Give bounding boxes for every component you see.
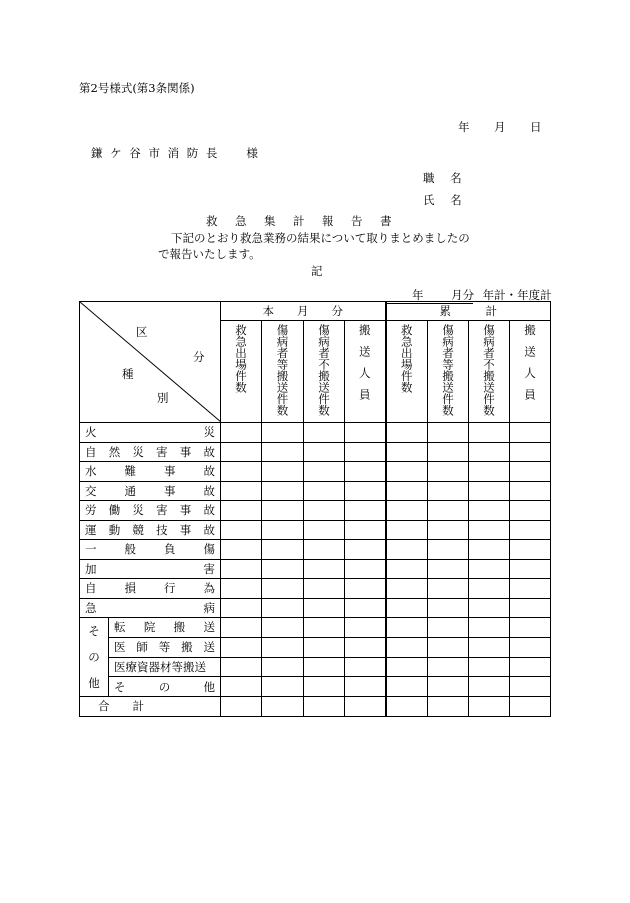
ambulance-report-table xyxy=(79,301,551,717)
value-cell[interactable] xyxy=(428,598,469,618)
ki-label: 記 xyxy=(311,264,323,278)
value-cell[interactable] xyxy=(386,423,428,443)
value-cell[interactable] xyxy=(262,442,304,462)
value-cell[interactable] xyxy=(510,657,551,677)
value-cell[interactable] xyxy=(221,442,262,462)
table-row xyxy=(80,540,551,560)
total-row xyxy=(80,697,551,717)
col-not-transported: 傷病者不搬送件数 xyxy=(304,321,345,423)
header-this-month: 本 月 分 xyxy=(221,302,386,321)
value-cell[interactable] xyxy=(221,637,262,657)
table-row xyxy=(80,423,551,443)
value-cell[interactable] xyxy=(262,637,304,657)
row-label: 一 般 負 傷 xyxy=(80,540,221,560)
row-label: 自 損 行 為 xyxy=(80,579,221,599)
period-suffix: 年計・年度計 xyxy=(482,288,552,302)
table-row xyxy=(80,559,551,579)
value-cell[interactable] xyxy=(345,598,386,618)
table-row xyxy=(80,677,551,697)
col-transported-cum: 傷病者等搬送件数 xyxy=(428,321,469,423)
value-cell[interactable] xyxy=(469,598,510,618)
value-cell[interactable] xyxy=(386,618,428,638)
sender-post: 職 名 xyxy=(423,171,468,185)
value-cell[interactable] xyxy=(345,637,386,657)
value-cell[interactable] xyxy=(386,559,428,579)
value-cell[interactable] xyxy=(304,618,345,638)
value-cell[interactable] xyxy=(304,481,345,501)
total-label: 合 計 xyxy=(80,697,221,717)
value-cell[interactable] xyxy=(304,423,345,443)
value-cell[interactable] xyxy=(345,677,386,697)
value-cell[interactable] xyxy=(469,501,510,521)
table-row xyxy=(80,442,551,462)
value-cell[interactable] xyxy=(345,462,386,482)
value-cell[interactable] xyxy=(345,618,386,638)
value-cell[interactable] xyxy=(428,501,469,521)
value-cell[interactable] xyxy=(221,462,262,482)
value-cell[interactable] xyxy=(469,481,510,501)
value-cell[interactable] xyxy=(428,442,469,462)
value-cell[interactable] xyxy=(428,579,469,599)
value-cell[interactable] xyxy=(469,697,510,717)
table-row xyxy=(80,579,551,599)
value-cell[interactable] xyxy=(386,481,428,501)
value-cell[interactable] xyxy=(428,520,469,540)
value-cell[interactable] xyxy=(262,559,304,579)
value-cell[interactable] xyxy=(510,462,551,482)
value-cell[interactable] xyxy=(428,677,469,697)
value-cell[interactable] xyxy=(262,579,304,599)
table-row xyxy=(80,520,551,540)
value-cell[interactable] xyxy=(428,423,469,443)
value-cell[interactable] xyxy=(345,697,386,717)
value-cell[interactable] xyxy=(262,501,304,521)
row-label: 加 害 xyxy=(80,559,221,579)
col-not-transported-cum: 傷病者不搬送件数 xyxy=(469,321,510,423)
value-cell[interactable] xyxy=(428,462,469,482)
value-cell[interactable] xyxy=(345,442,386,462)
value-cell[interactable] xyxy=(510,637,551,657)
row-label: 医 師 等 搬 送 xyxy=(109,637,221,657)
row-label: そ の 他 xyxy=(109,677,221,697)
value-cell[interactable] xyxy=(221,540,262,560)
value-cell[interactable] xyxy=(386,657,428,677)
value-cell[interactable] xyxy=(221,423,262,443)
value-cell[interactable] xyxy=(221,579,262,599)
value-cell[interactable] xyxy=(469,637,510,657)
value-cell[interactable] xyxy=(386,442,428,462)
value-cell[interactable] xyxy=(345,540,386,560)
value-cell[interactable] xyxy=(221,677,262,697)
header-betsu: 別 xyxy=(157,391,169,405)
value-cell[interactable] xyxy=(386,540,428,560)
value-cell[interactable] xyxy=(345,559,386,579)
value-cell[interactable] xyxy=(221,657,262,677)
value-cell[interactable] xyxy=(221,559,262,579)
value-cell[interactable] xyxy=(221,501,262,521)
value-cell[interactable] xyxy=(221,697,262,717)
value-cell[interactable] xyxy=(221,618,262,638)
value-cell[interactable] xyxy=(386,697,428,717)
document-title: 救 急 集 計 報 告 書 xyxy=(206,214,395,228)
row-label: 医療資器材等搬送 xyxy=(109,657,221,677)
value-cell[interactable] xyxy=(469,462,510,482)
value-cell[interactable] xyxy=(262,481,304,501)
value-cell[interactable] xyxy=(304,462,345,482)
header-kubun: 区 xyxy=(136,325,148,339)
table-row xyxy=(80,481,551,501)
value-cell[interactable] xyxy=(304,697,345,717)
date-month: 月 xyxy=(494,120,506,134)
value-cell[interactable] xyxy=(428,481,469,501)
value-cell[interactable] xyxy=(510,442,551,462)
value-cell[interactable] xyxy=(345,481,386,501)
value-cell[interactable] xyxy=(510,697,551,717)
value-cell[interactable] xyxy=(304,677,345,697)
value-cell[interactable] xyxy=(469,442,510,462)
value-cell[interactable] xyxy=(469,618,510,638)
value-cell[interactable] xyxy=(304,579,345,599)
value-cell[interactable] xyxy=(469,423,510,443)
table-row xyxy=(80,657,551,677)
value-cell[interactable] xyxy=(304,520,345,540)
value-cell[interactable] xyxy=(510,501,551,521)
value-cell[interactable] xyxy=(469,559,510,579)
value-cell[interactable] xyxy=(386,520,428,540)
period-month: 月分 xyxy=(451,288,475,302)
value-cell[interactable] xyxy=(428,618,469,638)
value-cell[interactable] xyxy=(262,540,304,560)
value-cell[interactable] xyxy=(386,598,428,618)
row-label: 労 働 災 害 事 故 xyxy=(80,501,221,521)
row-label: 水 難 事 故 xyxy=(80,462,221,482)
value-cell[interactable] xyxy=(262,657,304,677)
body-text-line2: で報告いたします。 xyxy=(158,247,261,261)
value-cell[interactable] xyxy=(386,579,428,599)
row-label: 交 通 事 故 xyxy=(80,481,221,501)
form-number: 第2号様式(第3条関係) xyxy=(79,81,195,95)
row-label: 火 災 xyxy=(80,423,221,443)
value-cell[interactable] xyxy=(262,462,304,482)
value-cell[interactable] xyxy=(428,540,469,560)
value-cell[interactable] xyxy=(510,520,551,540)
value-cell[interactable] xyxy=(345,520,386,540)
value-cell[interactable] xyxy=(510,579,551,599)
value-cell[interactable] xyxy=(304,559,345,579)
body-text-line1: 下記のとおり救急業務の結果について取りまとめましたの xyxy=(171,231,470,245)
value-cell[interactable] xyxy=(304,501,345,521)
table-row xyxy=(80,501,551,521)
value-cell[interactable] xyxy=(510,559,551,579)
row-label: 急 病 xyxy=(80,598,221,618)
sender-name: 氏 名 xyxy=(423,193,468,207)
value-cell[interactable] xyxy=(469,657,510,677)
table-row xyxy=(80,618,551,638)
table-row xyxy=(80,637,551,657)
value-cell[interactable] xyxy=(510,423,551,443)
value-cell[interactable] xyxy=(386,677,428,697)
value-cell[interactable] xyxy=(469,520,510,540)
row-label: 自 然 災 害 事 故 xyxy=(80,442,221,462)
value-cell[interactable] xyxy=(262,677,304,697)
value-cell[interactable] xyxy=(221,481,262,501)
value-cell[interactable] xyxy=(345,501,386,521)
value-cell[interactable] xyxy=(510,677,551,697)
value-cell[interactable] xyxy=(510,598,551,618)
value-cell[interactable] xyxy=(428,559,469,579)
other-group-label: そ の 他 xyxy=(80,618,109,697)
value-cell[interactable] xyxy=(510,481,551,501)
value-cell[interactable] xyxy=(262,423,304,443)
value-cell[interactable] xyxy=(386,501,428,521)
value-cell[interactable] xyxy=(262,697,304,717)
value-cell[interactable] xyxy=(345,579,386,599)
row-label: 運 動 競 技 事 故 xyxy=(80,520,221,540)
value-cell[interactable] xyxy=(304,540,345,560)
value-cell[interactable] xyxy=(304,598,345,618)
value-cell[interactable] xyxy=(345,423,386,443)
value-cell[interactable] xyxy=(262,520,304,540)
header-bun: 分 xyxy=(193,350,205,364)
value-cell[interactable] xyxy=(386,637,428,657)
value-cell[interactable] xyxy=(428,637,469,657)
value-cell[interactable] xyxy=(262,618,304,638)
value-cell[interactable] xyxy=(345,657,386,677)
value-cell[interactable] xyxy=(221,520,262,540)
col-dispatch-cum: 救急出場件数 xyxy=(386,321,428,423)
header-shu: 種 xyxy=(122,367,134,381)
row-label: 転 院 搬 送 xyxy=(109,618,221,638)
period-year: 年 xyxy=(412,288,424,302)
table-row xyxy=(80,598,551,618)
value-cell[interactable] xyxy=(469,540,510,560)
value-cell[interactable] xyxy=(304,657,345,677)
value-cell[interactable] xyxy=(510,618,551,638)
value-cell[interactable] xyxy=(428,697,469,717)
addressee: 鎌 ケ 谷 市 消 防 長 様 xyxy=(91,146,260,160)
col-persons: 搬送人員 xyxy=(345,321,386,423)
value-cell[interactable] xyxy=(221,598,262,618)
date-day: 日 xyxy=(530,120,542,134)
value-cell[interactable] xyxy=(510,540,551,560)
table-row xyxy=(80,462,551,482)
value-cell[interactable] xyxy=(469,677,510,697)
col-dispatch: 救急出場件数 xyxy=(221,321,262,423)
value-cell[interactable] xyxy=(428,657,469,677)
value-cell[interactable] xyxy=(304,442,345,462)
col-persons-cum: 搬送人員 xyxy=(510,321,551,423)
col-transported: 傷病者等搬送件数 xyxy=(262,321,304,423)
header-diagonal-cell xyxy=(80,302,221,423)
header-cumulative: 累 計 xyxy=(386,302,551,321)
value-cell[interactable] xyxy=(304,637,345,657)
date-year: 年 xyxy=(458,120,470,134)
value-cell[interactable] xyxy=(262,598,304,618)
value-cell[interactable] xyxy=(469,579,510,599)
value-cell[interactable] xyxy=(386,462,428,482)
